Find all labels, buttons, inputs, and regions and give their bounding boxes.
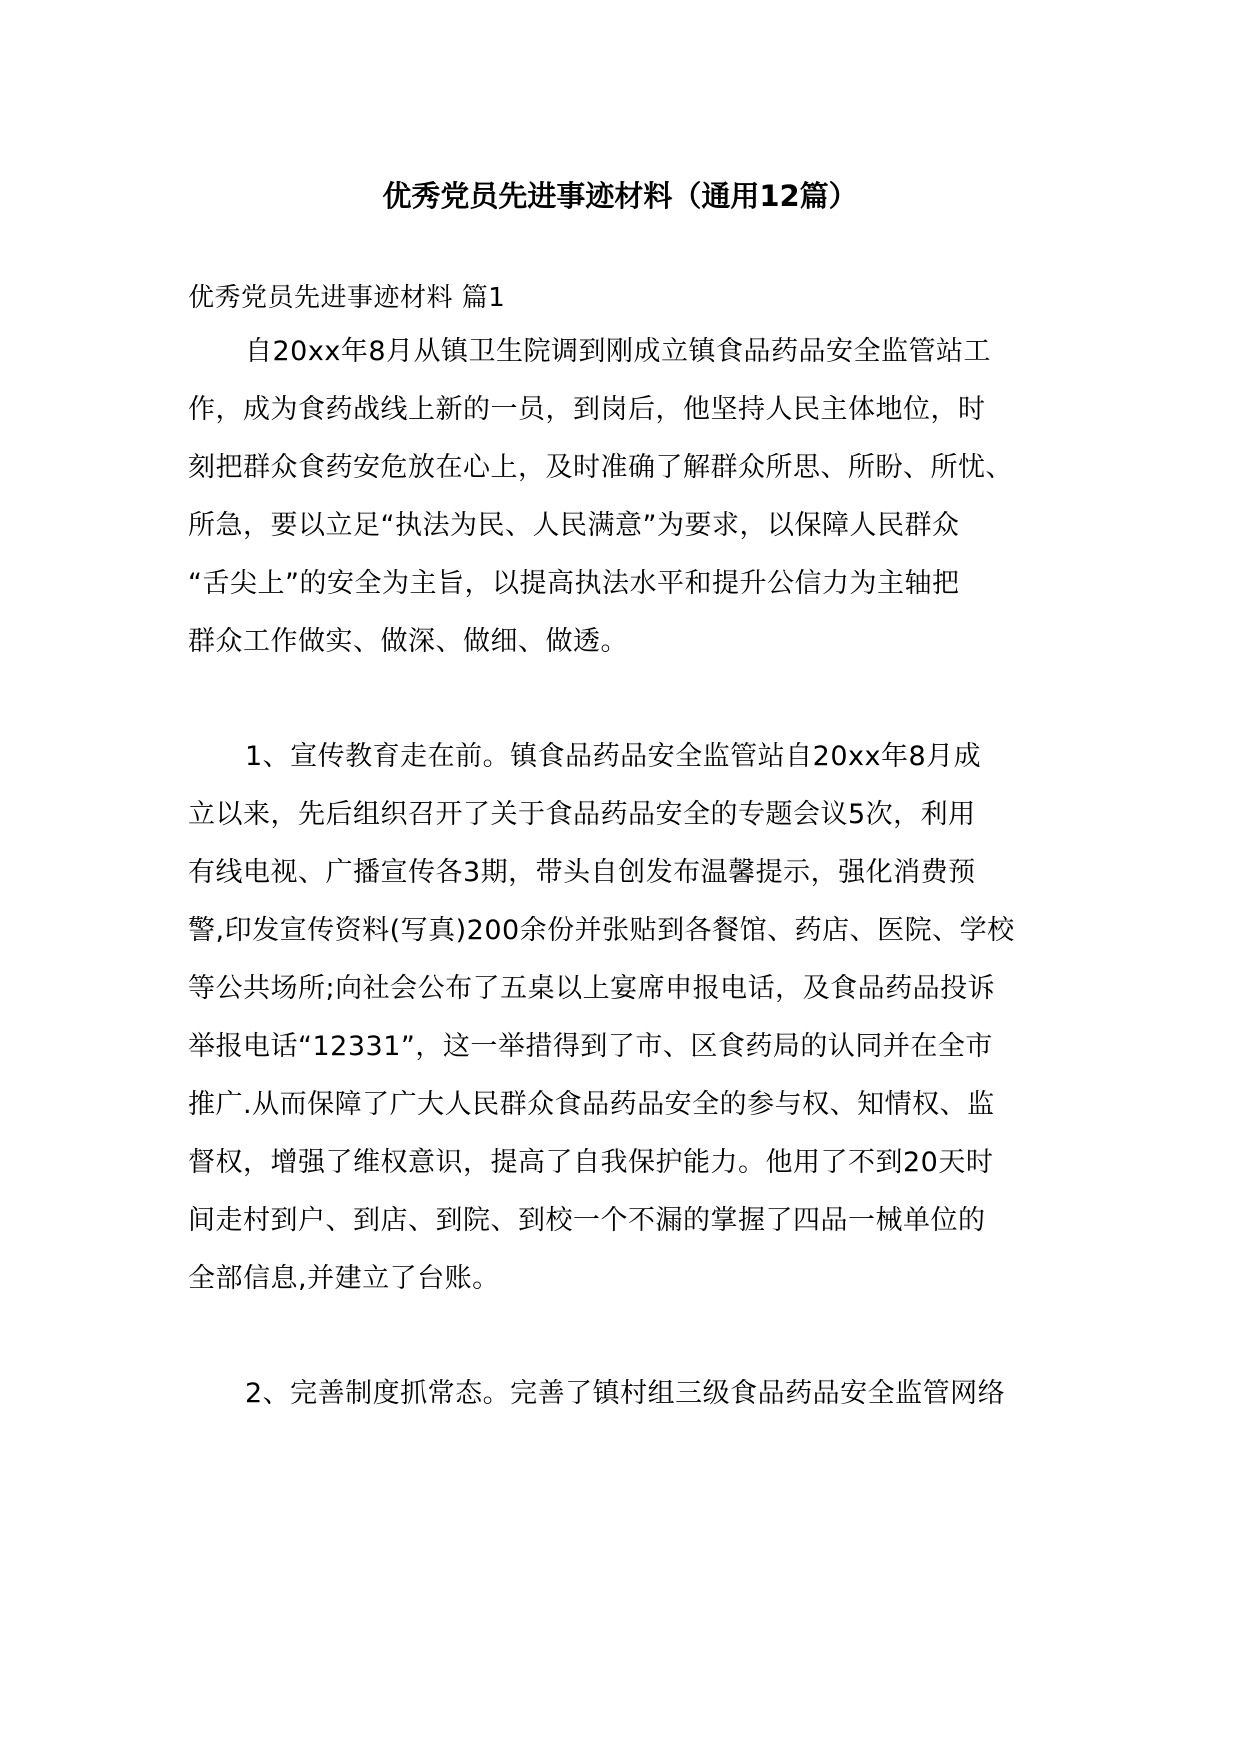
paragraph-line: 所急，要以立足“执法为民、人民满意”为要求，以保障人民群众 [188,510,960,541]
paragraph-line: 1、宣传教育走在前。镇食品药品安全监管站自20xx年8月成 [245,741,982,772]
paragraph-line: 全部信息,并建立了台账。 [188,1263,500,1294]
paragraph-line: 2、完善制度抓常态。完善了镇村组三级食品药品安全监管网络 [245,1378,1006,1409]
paragraph-line: 警,印发宣传资料(写真)200余份并张贴到各餐馆、药店、医院、学校 [188,915,1015,946]
paragraph-line: 推广.从而保障了广大人民群众食品药品安全的参与权、知情权、监 [188,1089,995,1120]
document-title: 优秀党员先进事迹材料（通用12篇） [382,179,858,213]
paragraph-line: 自20xx年8月从镇卫生院调到刚成立镇食品药品安全监管站工 [245,336,991,367]
section-heading: 优秀党员先进事迹材料 篇1 [188,283,506,313]
paragraph-line: 等公共场所;向社会公布了五桌以上宴席申报电话，及食品药品投诉 [188,973,996,1004]
paragraph-line: 督权，增强了维权意识，提高了自我保护能力。他用了不到20天时 [188,1147,994,1178]
paragraph-line: 立以来，先后组织召开了关于食品药品安全的专题会议5次，利用 [188,799,976,830]
paragraph-line: 有线电视、广播宣传各3期，带头自创发布温馨提示，强化消费预 [188,857,976,888]
paragraph-line: 群众工作做实、做深、做细、做透。 [188,626,628,657]
paragraph-line: 作，成为食药战线上新的一员，到岗后，他坚持人民主体地位，时 [188,394,986,425]
paragraph-line: “舌尖上”的安全为主旨，以提高执法水平和提升公信力为主轴把 [188,568,960,599]
paragraph-line: 间走村到户、到店、到院、到校一个不漏的掌握了四品一械单位的 [188,1205,986,1236]
paragraph-line: 刻把群众食药安危放在心上，及时准确了解群众所思、所盼、所忧、 [188,452,1013,483]
paragraph-line: 举报电话“12331”，这一举措得到了市、区食药局的认同并在全市 [188,1031,993,1062]
